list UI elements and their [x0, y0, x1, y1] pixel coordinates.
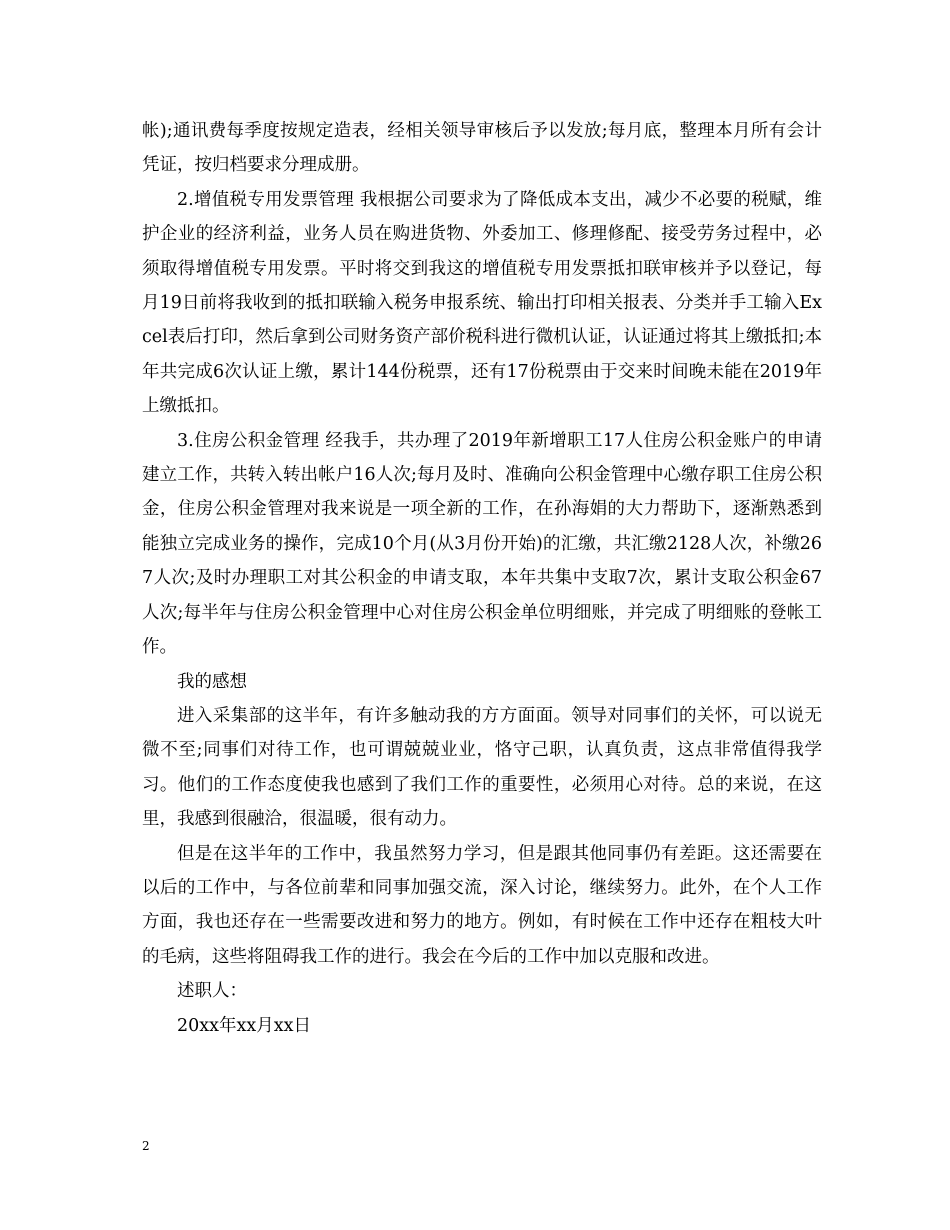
paragraph-accounting-vouchers: 帐);通讯费每季度按规定造表，经相关领导审核后予以发放;每月底，整理本月所有会计凭证，按归档要求分理成册。 — [142, 121, 822, 176]
page-number: 2 — [142, 1139, 150, 1153]
signature-date: 20xx年xx月xx日 — [177, 1015, 311, 1036]
paragraph-reflections-second: 但是在这半年的工作中，我虽然努力学习，但是跟其他同事仍有差距。这还需要在以后的工作中，与各位前辈和同事加强交流，深入讨论，继续努力。此外，在个人工作方面，我也还存在一些需要改进和努力的地方。例如，有时候在工作中还存在粗枝大叶的毛病，这些将阻碍我工作的进行。我会在今后的工作中加以克服和改进。 — [142, 843, 822, 967]
document-body — [142, 114, 822, 1043]
section-heading-reflections: 我的感想 — [177, 671, 247, 692]
signature-label: 述职人： — [177, 981, 247, 1002]
paragraph-housing-fund-management: 3.住房公积金管理 经我手，共办理了2019年新增职工17人住房公积金账户的申请建立工作，共转入转出帐户16人次;每月及时、准确向公积金管理中心缴存职工住房公积金，住房公积金管理对我来说是一项全新的工作，在孙海娟的大力帮助下，逐渐熟悉到能独立完成业务的操作，完成10个月(从3月份开始)的汇缴，共汇缴2128人次，补缴267人次;及时办理职工对其公积金的申请支取，本年共集中支取7次，累计支取公积金67人次;每半年与住房公积金管理中心对住房公积金单位明细账，并完成了明细账的登帐工作。 — [142, 430, 822, 658]
paragraph-vat-invoice-management: 2.增值税专用发票管理 我根据公司要求为了降低成本支出，减少不必要的税赋，维护企业的经济利益，业务人员在购进货物、外委加工、修理修配、接受劳务过程中，必须取得增值税专用发票。平时将交到我这的增值税专用发票抵扣联审核并予以登记，每月19日前将我收到的抵扣联输入税务申报系统、输出打印相关报表、分类并手工输入Excel表后打印，然后拿到公司财务资产部价税科进行微机认证，认证通过将其上缴抵扣;本年共完成6次认证上缴，累计144份税票，还有17份税票由于交来时间晚未能在2019年上缴抵扣。 — [142, 189, 822, 417]
paragraph-reflections-first: 进入采集部的这半年，有许多触动我的方方面面。领导对同事们的关怀，可以说无微不至;同事们对待工作，也可谓兢兢业业，恪守己职，认真负责，这点非常值得我学习。他们的工作态度使我也感到了我们工作的重要性，必须用心对待。总的来说，在这里，我感到很融洽，很温暖，很有动力。 — [142, 705, 822, 830]
